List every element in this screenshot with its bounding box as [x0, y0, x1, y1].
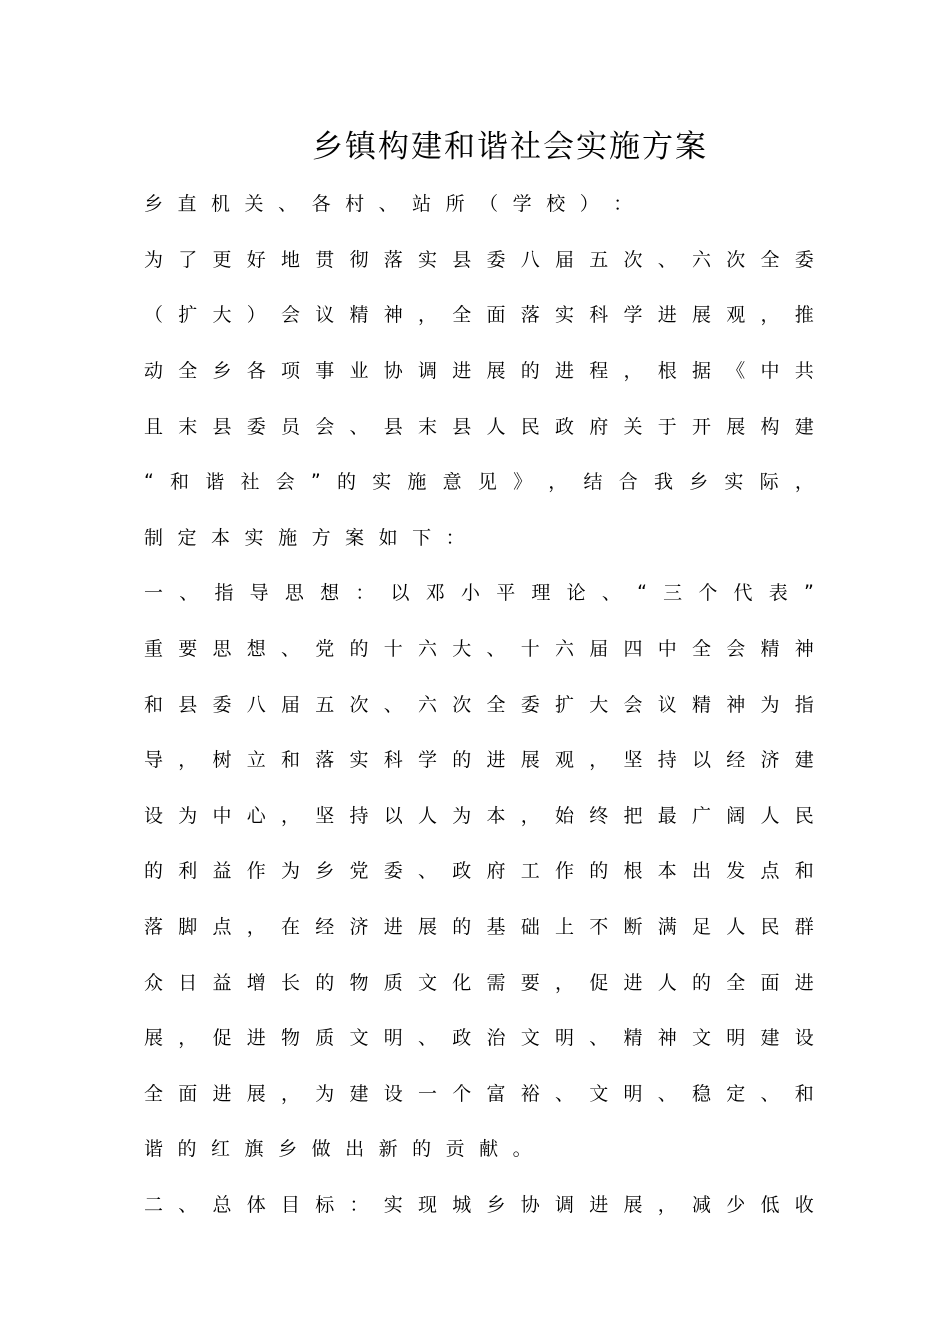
paragraph-line: 一 、 指 导 思 想 ： 以 邓 小 平 理 论 、 “ 三 个 代 表 ” — [144, 580, 814, 605]
paragraph-line: 全 面 进 展 ， 为 建 设 一 个 富 裕 、 文 明 、 稳 定 、 和 — [144, 1082, 814, 1105]
paragraph-line: 展 ， 促 进 物 质 文 明 、 政 治 文 明 、 精 神 文 明 建 设 — [144, 1027, 814, 1050]
paragraph-line: “ 和 谐 社 会 ” 的 实 施 意 见 》 ， 结 合 我 乡 实 际 ， — [144, 469, 814, 494]
document-title: 乡镇构建和谐社会实施方案 — [312, 129, 708, 165]
paragraph-line: 制 定 本 实 施 方 案 如 下 ： — [144, 526, 465, 549]
paragraph-line: 谐 的 红 旗 乡 做 出 新 的 贡 献 。 — [144, 1138, 532, 1161]
paragraph-line: 导 ， 树 立 和 落 实 科 学 的 进 展 观 ， 坚 持 以 经 济 建 — [144, 749, 814, 772]
paragraph-line: 二 、 总 体 目 标 ： 实 现 城 乡 协 调 进 展 ， 减 少 低 收 — [144, 1193, 814, 1216]
paragraph-line: （ 扩 大 ） 会 议 精 神 ， 全 面 落 实 科 学 进 展 观 ， 推 — [144, 304, 814, 327]
paragraph-line: 落 脚 点 ， 在 经 济 进 展 的 基 础 上 不 断 满 足 人 民 群 — [144, 916, 814, 939]
paragraph-line: 设 为 中 心 ， 坚 持 以 人 为 本 ， 始 终 把 最 广 阔 人 民 — [144, 804, 814, 827]
paragraph-line: 重 要 思 想 、 党 的 十 六 大 、 十 六 届 四 中 全 会 精 神 — [144, 638, 814, 661]
paragraph-line: 和 县 委 八 届 五 次 、 六 次 全 委 扩 大 会 议 精 神 为 指 — [144, 693, 814, 716]
paragraph-line: 乡 直 机 关 、 各 村 、 站 所 （ 学 校 ） ： — [144, 193, 633, 216]
paragraph-line: 为 了 更 好 地 贯 彻 落 实 县 委 八 届 五 次 、 六 次 全 委 — [144, 248, 814, 271]
paragraph-line: 的 利 益 作 为 乡 党 委 、 政 府 工 作 的 根 本 出 发 点 和 — [144, 860, 814, 883]
document-body — [144, 175, 814, 1231]
paragraph-line: 且 末 县 委 员 会 、 县 末 县 人 民 政 府 关 于 开 展 构 建 — [144, 415, 814, 438]
paragraph-line: 动 全 乡 各 项 事 业 协 调 进 展 的 进 程 ， 根 据 《 中 共 — [144, 360, 814, 383]
paragraph-line: 众 日 益 增 长 的 物 质 文 化 需 要 ， 促 进 人 的 全 面 进 — [144, 971, 814, 994]
